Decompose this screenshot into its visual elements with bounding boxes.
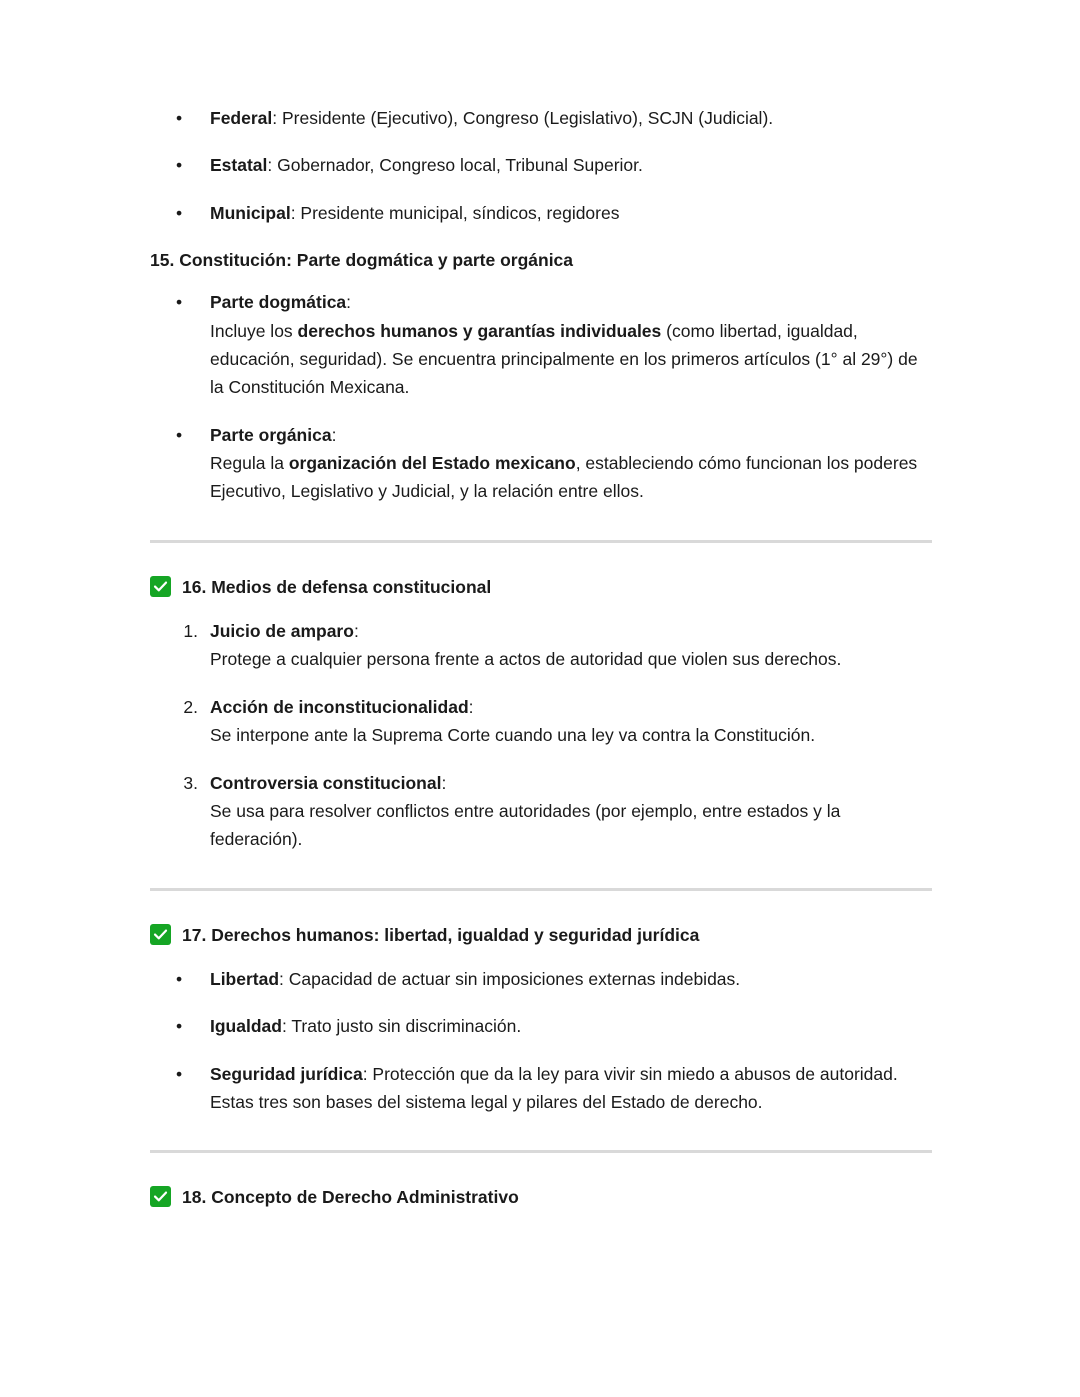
- list-item-body: [210, 449, 932, 506]
- section-divider: [150, 540, 932, 543]
- list-item-label: Municipal: [210, 202, 291, 223]
- list-item: [150, 693, 932, 750]
- list-item-label: Estatal: [210, 155, 268, 176]
- body-pre: Regula la: [210, 453, 289, 474]
- bullet-marker: •: [176, 968, 183, 989]
- list-item-text: : Protección que da la ley para vivir sin miedo a abusos de autoridad. Estas tres son bases del sistema legal y pilares del Estado de derecho.: [210, 1063, 898, 1112]
- heading-18: 18. Concepto de Derecho Administrativo: [182, 1187, 519, 1208]
- list-item: [150, 421, 932, 506]
- list-item-text: : Capacidad de actuar sin imposiciones externas indebidas.: [279, 968, 741, 989]
- list-item-label: Igualdad: [210, 1016, 282, 1037]
- bullet-marker: •: [176, 1063, 183, 1084]
- list-derechos-humanos: [150, 965, 932, 1116]
- list-partes-constitucion: [150, 288, 932, 505]
- list-item: [150, 288, 932, 401]
- list-federal-estatal-municipal: [150, 104, 932, 227]
- bullet-marker: •: [176, 108, 183, 128]
- number-marker: 2.: [183, 696, 198, 717]
- list-item-label: Federal: [210, 108, 273, 128]
- list-item-label: Seguridad jurídica: [210, 1063, 363, 1084]
- section-divider: [150, 888, 932, 891]
- green-check-icon: [150, 1186, 171, 1207]
- bullet-marker: •: [176, 1016, 183, 1037]
- list-item-colon: :: [331, 424, 337, 445]
- green-check-icon: [150, 576, 171, 597]
- list-item-colon: :: [353, 621, 359, 642]
- list-item: [150, 617, 932, 674]
- bullet-marker: •: [176, 155, 183, 176]
- list-item-body: Protege a cualquier persona frente a actos de autoridad que violen sus derechos.: [210, 649, 842, 670]
- list-item-label: Parte orgánica: [210, 424, 332, 445]
- list-item-label: Controversia constitucional: [210, 772, 442, 793]
- list-item-text: : Presidente (Ejecutivo), Congreso (Legislativo), SCJN (Judicial).: [272, 108, 774, 128]
- list-item-body: [210, 317, 932, 402]
- body-pre: Incluye los: [210, 320, 298, 341]
- list-item-colon: :: [468, 696, 474, 717]
- section-header-18: [150, 1183, 932, 1211]
- list-item: [150, 199, 932, 227]
- heading-17: 17. Derechos humanos: libertad, igualdad y seguridad jurídica: [182, 924, 700, 945]
- document-body: [150, 104, 932, 1212]
- list-item-colon: :: [346, 292, 352, 313]
- section-header-16: [150, 573, 932, 601]
- list-item: [150, 1060, 932, 1117]
- list-item-body: Se interpone ante la Suprema Corte cuando una ley va contra la Constitución.: [210, 725, 816, 746]
- heading-16: 16. Medios de defensa constitucional: [182, 576, 492, 597]
- list-item: [150, 151, 932, 179]
- body-emphasis: organización del Estado mexicano: [288, 453, 576, 474]
- list-item: [150, 1012, 932, 1040]
- list-item: [150, 965, 932, 993]
- list-item-label: Acción de inconstitucionalidad: [210, 696, 469, 717]
- list-item-body: Se usa para resolver conflictos entre autoridades (por ejemplo, entre estados y la federación).: [210, 800, 841, 850]
- list-item-text: : Presidente municipal, síndicos, regidores: [290, 202, 620, 223]
- list-item: [150, 769, 932, 854]
- body-post: (como libertad, igualdad, educación, seguridad). Se encuentra principalmente en los primeros artículos (1° al 29°) de la Constitución Mexicana.: [210, 320, 918, 398]
- list-item: [150, 104, 932, 132]
- body-emphasis: derechos humanos y garantías individuales: [297, 320, 662, 341]
- number-marker: 1.: [183, 621, 198, 642]
- list-medios-defensa: [150, 617, 932, 853]
- heading-15: 15. Constitución: Parte dogmática y parte orgánica: [150, 250, 574, 271]
- section-header-17: [150, 921, 932, 949]
- list-item-colon: :: [441, 772, 447, 793]
- list-item-text: : Gobernador, Congreso local, Tribunal Superior.: [267, 155, 643, 176]
- bullet-marker: •: [176, 202, 183, 223]
- body-post: , estableciendo cómo funcionan los poderes Ejecutivo, Legislativo y Judicial, y la relación entre ellos.: [210, 453, 918, 502]
- list-item-label: Parte dogmática: [210, 292, 347, 313]
- number-marker: 3.: [183, 772, 198, 793]
- bullet-marker: •: [176, 424, 183, 445]
- list-item-label: Libertad: [210, 968, 280, 989]
- list-item-text: : Trato justo sin discriminación.: [281, 1016, 522, 1037]
- green-check-icon: [150, 924, 171, 945]
- list-item-label: Juicio de amparo: [210, 621, 354, 642]
- bullet-marker: •: [176, 292, 183, 313]
- section-divider: [150, 1150, 932, 1153]
